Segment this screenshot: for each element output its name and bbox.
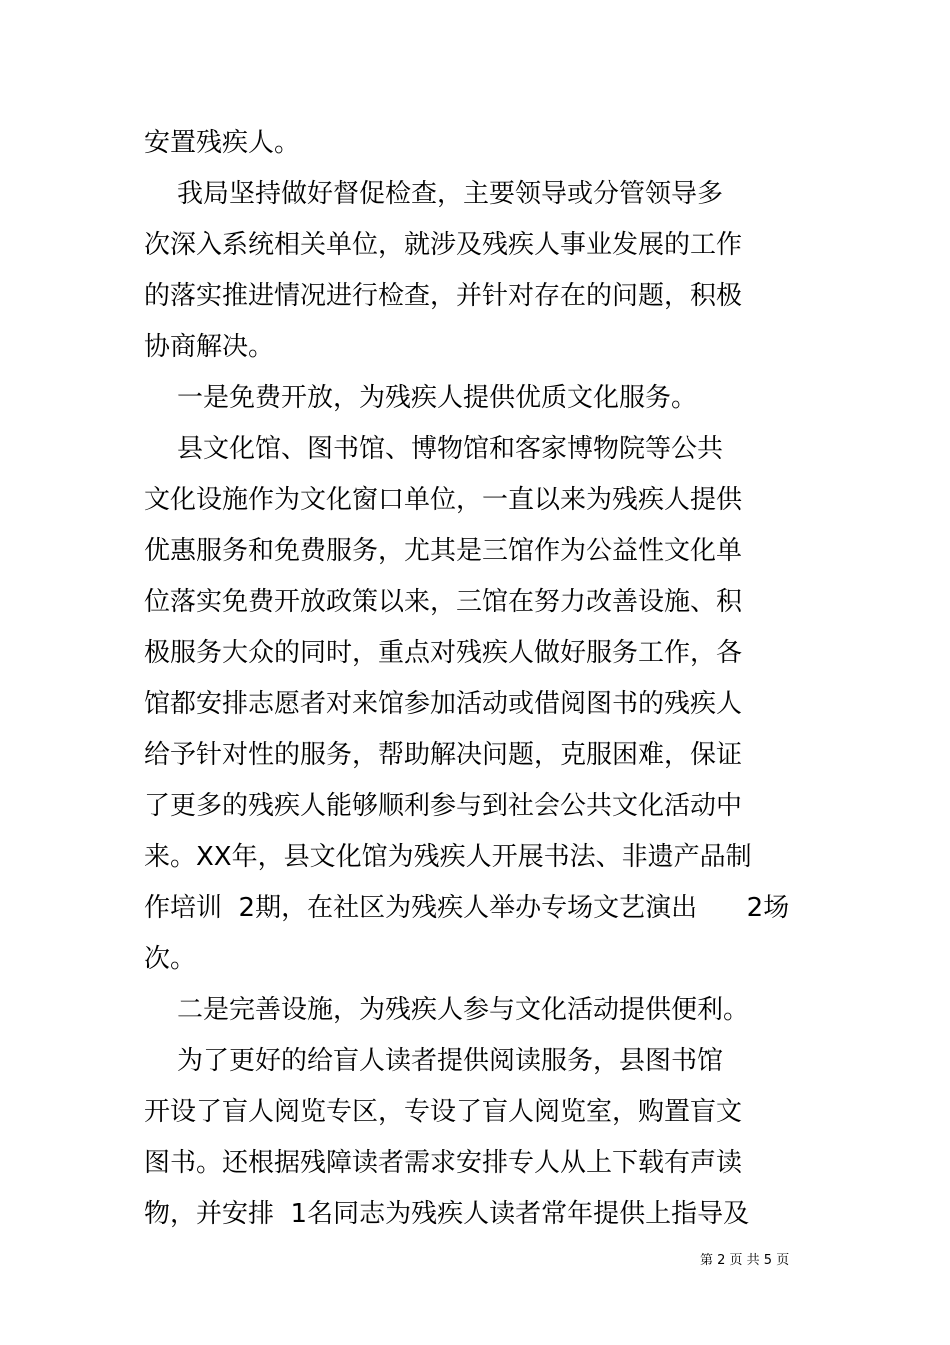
text-line: 了更多的残疾人能够顺利参与到社会公共文化活动中: [144, 791, 743, 821]
text-line: 位落实免费开放政策以来，三馆在努力改善设施、积: [144, 587, 743, 617]
text-line: 文化设施作为文化窗口单位，一直以来为残疾人提供: [144, 485, 743, 515]
document-body: [144, 118, 814, 1240]
text-line: 物，并安排 1名同志为残疾人读者常年提供上指导及: [144, 1199, 750, 1229]
text-line: 馆都安排志愿者对来馆参加活动或借阅图书的残疾人: [144, 689, 743, 719]
text-line: 为了更好的给盲人读者提供阅读服务，县图书馆: [144, 1046, 724, 1076]
text-line: 作培训 2期，在社区为残疾人举办专场文艺演出 2场: [144, 893, 790, 923]
text-line: 次深入系统相关单位，就涉及残疾人事业发展的工作: [144, 230, 743, 260]
text-line: 优惠服务和免费服务，尤其是三馆作为公益性文化单: [144, 536, 743, 566]
text-line: 极服务大众的同时，重点对残疾人做好服务工作，各: [144, 638, 743, 668]
text-line: 来。XX年，县文化馆为残疾人开展书法、非遗产品制: [144, 842, 752, 872]
text-line: 次。: [144, 944, 197, 974]
text-line: 协商解决。: [144, 332, 275, 362]
page-footer: 第 2 页 共 5 页: [700, 1253, 790, 1268]
text-line: 给予针对性的服务，帮助解决问题，克服困难，保证: [144, 740, 743, 770]
text-line: 的落实推进情况进行检查，并针对存在的问题，积极: [144, 281, 743, 311]
text-line: 安置残疾人。: [144, 128, 301, 158]
text-line: 图书。还根据残障读者需求安排专人从上下载有声读: [144, 1148, 743, 1178]
text-line: 县文化馆、图书馆、博物馆和客家博物院等公共: [144, 434, 724, 464]
text-line: 我局坚持做好督促检查，主要领导或分管领导多: [144, 179, 724, 209]
section-heading: 二是完善设施，为残疾人参与文化活动提供便利。: [144, 995, 750, 1025]
section-heading: 一是免费开放，为残疾人提供优质文化服务。: [144, 383, 698, 413]
text-line: 开设了盲人阅览专区，专设了盲人阅览室，购置盲文: [144, 1097, 743, 1127]
